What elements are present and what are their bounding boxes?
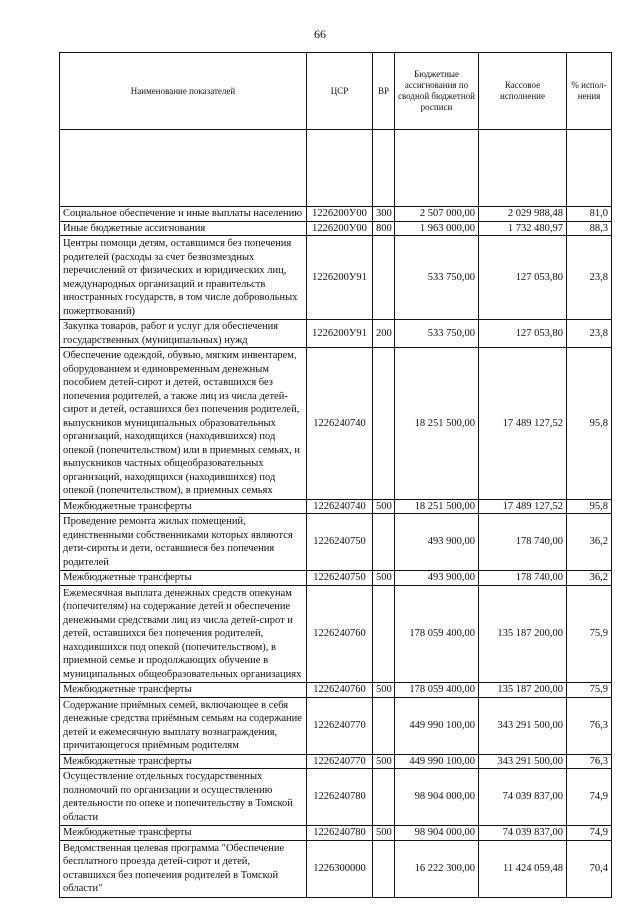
row-allocated: 98 904 000,00 (395, 769, 479, 826)
table-row (60, 221, 612, 236)
row-vr (373, 236, 395, 320)
row-percent: 36,2 (567, 571, 612, 586)
row-allocated: 178 059 400,00 (395, 683, 479, 698)
table-row (60, 754, 612, 769)
row-executed: 1 732 480,97 (479, 221, 567, 236)
row-vr (373, 348, 395, 500)
row-percent: 75,9 (567, 683, 612, 698)
row-name: Осуществление отдельных государственных полномочий по организации и осуществлению деятельности по опеке и попечительству в Томской области (60, 769, 307, 826)
row-name: Центры помощи детям, оставшимся без попечения родителей (расходы за счет безвозмездных перечислений от физических и юридических лиц, международных организаций и правительств иностранных государств, в том числе добровольных пожертвований) (60, 236, 307, 320)
row-percent: 74,9 (567, 826, 612, 841)
row-percent: 75,9 (567, 585, 612, 683)
row-allocated: 493 900,00 (395, 514, 479, 571)
row-csr: 1226200У91 (307, 320, 373, 348)
row-csr: 1226200У00 (307, 221, 373, 236)
row-csr: 1226240780 (307, 826, 373, 841)
row-name: Межбюджетные трансферты (60, 826, 307, 841)
row-vr (373, 840, 395, 897)
row-csr: 1226240770 (307, 697, 373, 754)
row-allocated: 2 507 000,00 (395, 207, 479, 222)
page-number: 66 (314, 27, 326, 41)
row-vr: 500 (373, 683, 395, 698)
row-executed: 135 187 200,00 (479, 585, 567, 683)
row-csr: 1226240760 (307, 585, 373, 683)
row-executed: 74 039 837,00 (479, 769, 567, 826)
row-vr: 500 (373, 826, 395, 841)
table-row (60, 840, 612, 897)
row-percent: 76,3 (567, 697, 612, 754)
row-percent: 81,0 (567, 207, 612, 222)
row-vr (373, 585, 395, 683)
row-allocated: 1 963 000,00 (395, 221, 479, 236)
header-allocated: Бюджетные ассигнования по сводной бюджетной росписи (395, 53, 479, 130)
row-executed: 127 053,80 (479, 236, 567, 320)
row-vr (373, 697, 395, 754)
row-csr: 1226240740 (307, 348, 373, 500)
table-row (60, 585, 612, 683)
table-row (60, 499, 612, 514)
row-vr: 500 (373, 571, 395, 586)
row-name: Межбюджетные трансферты (60, 571, 307, 586)
row-name: Межбюджетные трансферты (60, 754, 307, 769)
header-percent: % испол-нения (567, 53, 612, 130)
row-csr: 1226240750 (307, 514, 373, 571)
row-vr: 300 (373, 207, 395, 222)
row-csr: 1226240770 (307, 754, 373, 769)
row-vr: 500 (373, 754, 395, 769)
row-allocated: 178 059 400,00 (395, 585, 479, 683)
row-vr (373, 769, 395, 826)
row-allocated: 16 222 300,00 (395, 840, 479, 897)
table-body (60, 207, 612, 898)
row-name: Социальное обеспечение и иные выплаты населению (60, 207, 307, 222)
row-allocated: 533 750,00 (395, 236, 479, 320)
row-allocated: 449 990 100,00 (395, 697, 479, 754)
table-row (60, 348, 612, 500)
row-allocated: 18 251 500,00 (395, 348, 479, 500)
row-vr: 800 (373, 221, 395, 236)
table-row (60, 320, 612, 348)
row-name: Закупка товаров, работ и услуг для обеспечения государственных (муниципальных) нужд (60, 320, 307, 348)
row-executed: 74 039 837,00 (479, 826, 567, 841)
row-executed: 127 053,80 (479, 320, 567, 348)
row-executed: 17 489 127,52 (479, 348, 567, 500)
table-row (60, 769, 612, 826)
row-name: Ежемесячная выплата денежных средств опекунам (попечителям) на содержание детей и обеспечение денежными средствами лиц из числа детей-сирот и детей, оставшихся без попечения родителей, находившихся под опекой (попечительством), в приемной семье и продолжающих обучение в муниципальных общеобразовательных организациях (60, 585, 307, 683)
row-name: Иные бюджетные ассигнования (60, 221, 307, 236)
table-row (60, 514, 612, 571)
row-vr: 500 (373, 499, 395, 514)
row-allocated: 18 251 500,00 (395, 499, 479, 514)
header-executed: Кассовое исполнение (479, 53, 567, 130)
row-csr: 1226200У00 (307, 207, 373, 222)
row-executed: 2 029 988,48 (479, 207, 567, 222)
row-executed: 343 291 500,00 (479, 754, 567, 769)
table-row (60, 207, 612, 222)
row-percent: 95,8 (567, 348, 612, 500)
row-percent: 23,8 (567, 320, 612, 348)
row-executed: 178 740,00 (479, 571, 567, 586)
row-percent: 74,9 (567, 769, 612, 826)
row-name: Проведение ремонта жилых помещений, единственными собственниками которых являются дети-сироты и дети, оставшиеся без попечения родителей (60, 514, 307, 571)
row-executed: 135 187 200,00 (479, 683, 567, 698)
row-csr: 1226240750 (307, 571, 373, 586)
row-percent: 76,3 (567, 754, 612, 769)
row-percent: 70,4 (567, 840, 612, 897)
row-percent: 23,8 (567, 236, 612, 320)
row-csr: 1226300000 (307, 840, 373, 897)
row-name: Содержание приёмных семей, включающее в себя денежные средства приёмным семьям на содержание детей и ежемесячную выплату вознаграждения, причитающегося приёмным родителям (60, 697, 307, 754)
table-row (60, 683, 612, 698)
row-name: Межбюджетные трансферты (60, 499, 307, 514)
row-executed: 178 740,00 (479, 514, 567, 571)
row-csr: 1226240740 (307, 499, 373, 514)
row-percent: 36,2 (567, 514, 612, 571)
row-vr (373, 514, 395, 571)
header-name: Наименование показателей (60, 53, 307, 130)
row-csr: 1226240780 (307, 769, 373, 826)
row-allocated: 98 904 000,00 (395, 826, 479, 841)
table-row (60, 236, 612, 320)
row-executed: 343 291 500,00 (479, 697, 567, 754)
budget-execution-table (59, 52, 612, 898)
row-vr: 200 (373, 320, 395, 348)
row-name: Межбюджетные трансферты (60, 683, 307, 698)
header-spacer-row (60, 130, 612, 207)
table-row (60, 571, 612, 586)
row-percent: 95,8 (567, 499, 612, 514)
row-csr: 1226240760 (307, 683, 373, 698)
row-executed: 11 424 059,48 (479, 840, 567, 897)
row-allocated: 493 900,00 (395, 571, 479, 586)
table-row (60, 697, 612, 754)
row-executed: 17 489 127,52 (479, 499, 567, 514)
row-name: Ведомственная целевая программа "Обеспечение бесплатного проезда детей-сирот и детей, оставшихся без попечения родителей в Томской области" (60, 840, 307, 897)
table-row (60, 826, 612, 841)
header-csr: ЦСР (307, 53, 373, 130)
row-percent: 88,3 (567, 221, 612, 236)
row-allocated: 533 750,00 (395, 320, 479, 348)
row-csr: 1226200У91 (307, 236, 373, 320)
table-header-row (60, 53, 612, 130)
row-name: Обеспечение одеждой, обувью, мягким инвентарем, оборудованием и единовременным денежным пособием детей-сирот и детей, оставшихся без попечения родителей, а также лиц из числа детей-сирот и детей, оставшихся без попечения родителей, выпускников муниципальных образовательных организаций, находящихся (находившихся) под опекой (попечительством) или в приемных семьях, и выпускников частных общеобразовательных организаций, находящихся (находившихся) под опекой (попечительством), в приемных семьях (60, 348, 307, 500)
header-vr: ВР (373, 53, 395, 130)
row-allocated: 449 990 100,00 (395, 754, 479, 769)
